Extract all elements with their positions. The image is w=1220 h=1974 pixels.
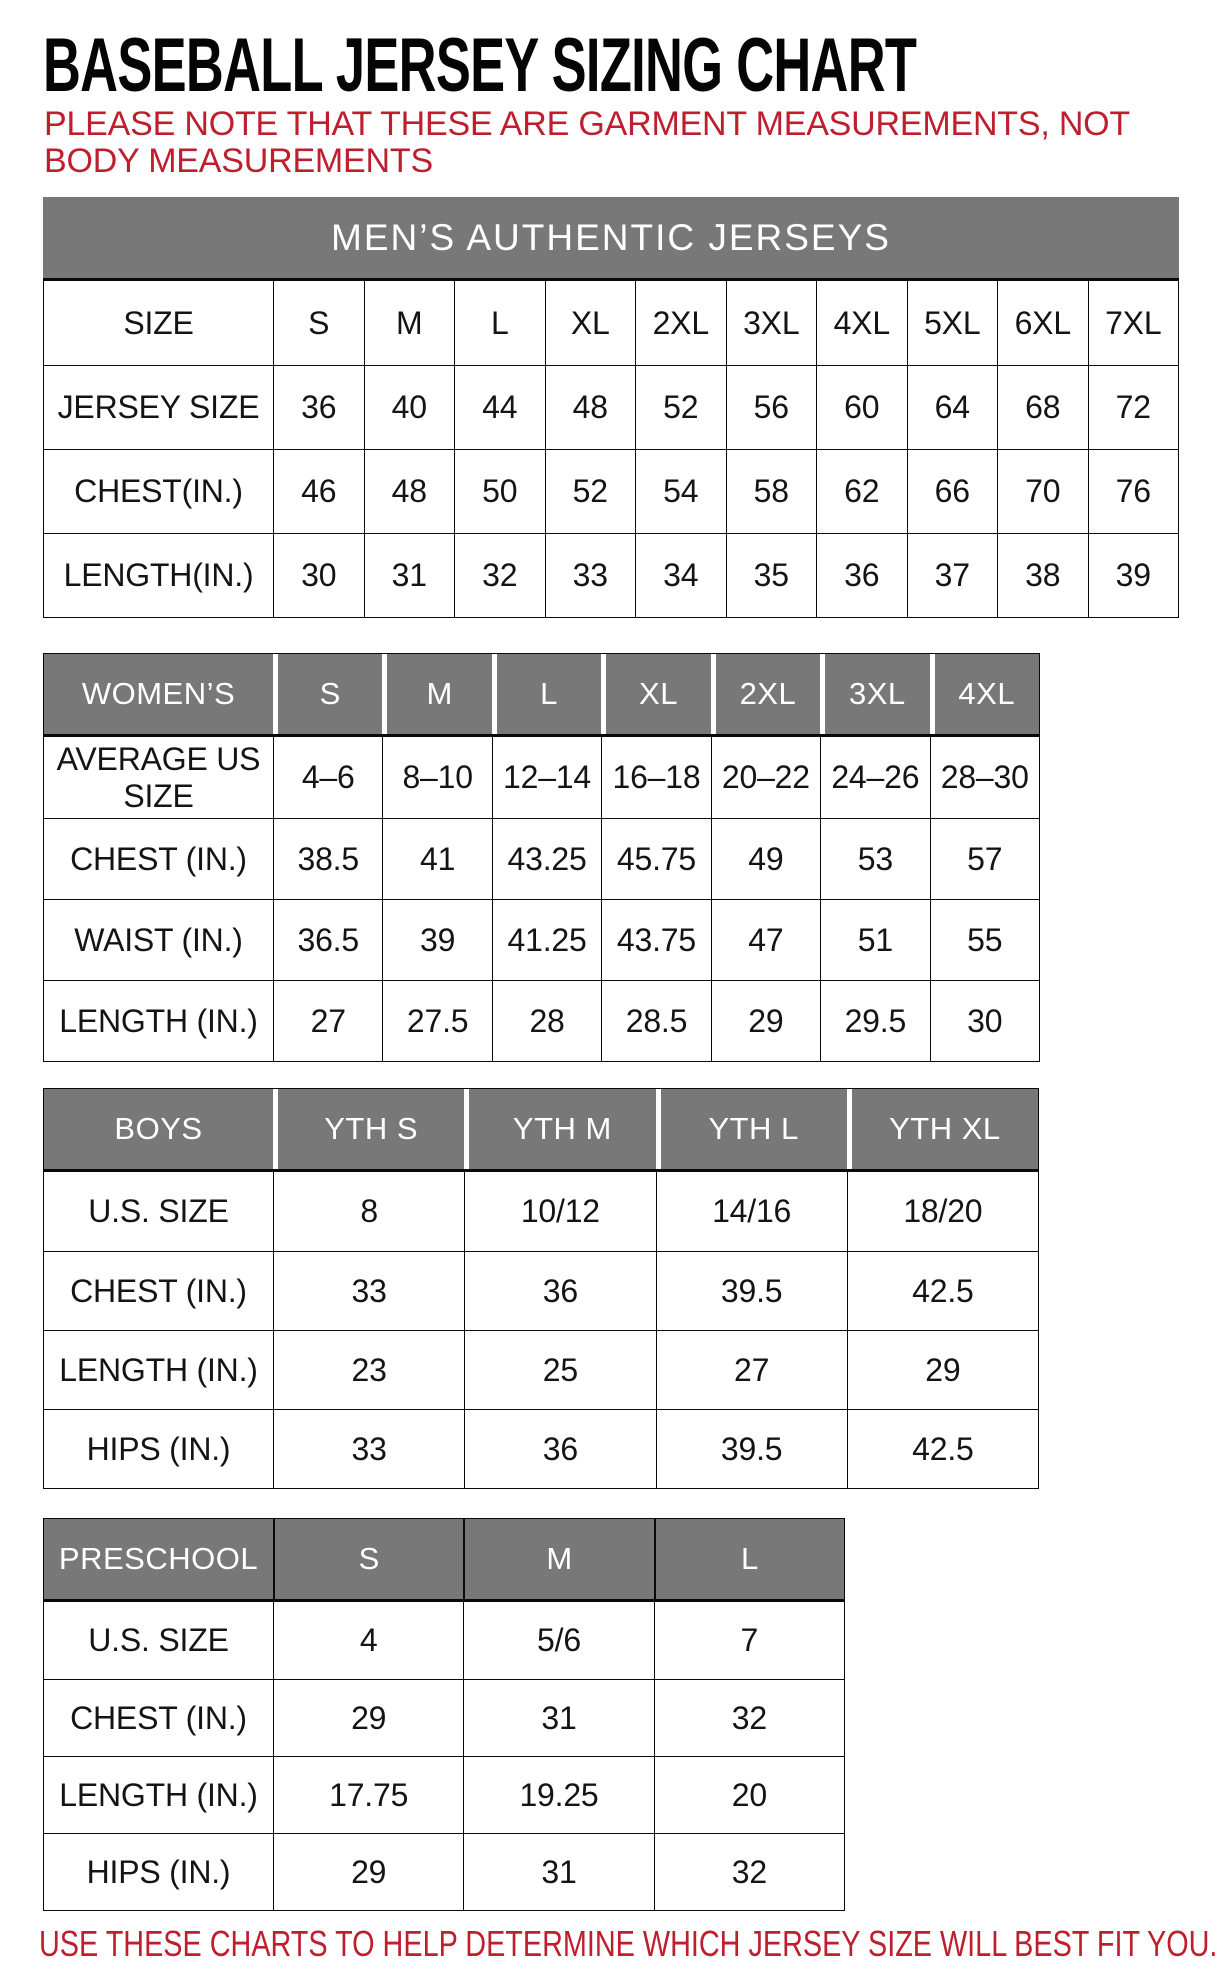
table-cell: 51 [820, 900, 929, 980]
table-cell: 29.5 [820, 981, 929, 1061]
table-cell: 39 [1088, 534, 1179, 617]
table-row [44, 1251, 1038, 1330]
table-cell: 7 [654, 1602, 844, 1679]
mens-authentic-jerseys-table [43, 197, 1179, 618]
womens-table-body [43, 737, 1040, 1062]
table-cell: 48 [364, 450, 455, 533]
column-header: M [463, 1519, 653, 1599]
table-cell: 62 [816, 450, 907, 533]
table-cell: 36.5 [273, 900, 382, 980]
table-cell: 46 [273, 450, 364, 533]
column-header: XL [601, 654, 710, 734]
table-cell: 29 [847, 1331, 1038, 1409]
table-cell: 3XL [726, 281, 817, 365]
column-header: 3XL [820, 654, 929, 734]
table-cell: 28–30 [930, 737, 1039, 818]
womens-header-row [43, 653, 1040, 737]
table-cell: 28 [492, 981, 601, 1061]
table-cell: 38 [997, 534, 1088, 617]
table-cell: 32 [454, 534, 545, 617]
table-cell: 42.5 [847, 1252, 1038, 1330]
table-cell: 19.25 [463, 1757, 653, 1833]
mens-table-header [43, 197, 1179, 281]
boys-table-header [43, 1088, 1039, 1172]
table-cell: 38.5 [273, 819, 382, 899]
table-cell: 18/20 [847, 1172, 1038, 1251]
table-cell: 16–18 [601, 737, 710, 818]
table-row [44, 818, 1039, 899]
table-row [44, 1409, 1038, 1488]
table-row [44, 1602, 844, 1679]
row-label: LENGTH(IN.) [63, 557, 254, 594]
table-cell: 48 [545, 366, 636, 449]
table-cell: 36 [816, 534, 907, 617]
table-row [44, 737, 1039, 818]
column-header: L [654, 1519, 844, 1599]
table-cell: 29 [711, 981, 820, 1061]
table-cell: 30 [930, 981, 1039, 1061]
table-cell: 5/6 [463, 1602, 653, 1679]
column-header: YTH M [464, 1089, 655, 1169]
table-cell: 49 [711, 819, 820, 899]
row-label: CHEST(IN.) [74, 473, 243, 510]
table-row [44, 1172, 1038, 1251]
preschool-table-header [43, 1518, 845, 1602]
table-cell: 27 [656, 1331, 847, 1409]
table-cell: 25 [464, 1331, 655, 1409]
table-cell: 29 [273, 1834, 463, 1910]
table-cell: 54 [635, 450, 726, 533]
row-label: LENGTH (IN.) [59, 1776, 258, 1813]
row-label: CHEST (IN.) [70, 840, 247, 877]
table-cell: XL [545, 281, 636, 365]
table-cell: 31 [364, 534, 455, 617]
table-row [44, 1756, 844, 1833]
table-cell: 72 [1088, 366, 1179, 449]
table-cell: 8 [273, 1172, 464, 1251]
boys-sizing-table [43, 1088, 1039, 1489]
table-cell: 57 [930, 819, 1039, 899]
table-cell: 20–22 [711, 737, 820, 818]
table-cell: L [454, 281, 545, 365]
table-cell: 6XL [997, 281, 1088, 365]
table-cell: 40 [364, 366, 455, 449]
table-cell: 32 [654, 1834, 844, 1910]
table-cell: 43.75 [601, 900, 710, 980]
womens-sizing-table [43, 653, 1040, 1062]
table-cell: 68 [997, 366, 1088, 449]
row-label: CHEST (IN.) [70, 1272, 247, 1309]
table-cell: 47 [711, 900, 820, 980]
table-row [44, 980, 1039, 1061]
table-cell: 10/12 [464, 1172, 655, 1251]
column-header: L [492, 654, 601, 734]
boys-header-row [43, 1088, 1039, 1172]
row-label: AVERAGE US SIZE [56, 740, 261, 814]
table-cell: 31 [463, 1834, 653, 1910]
table-cell: 44 [454, 366, 545, 449]
table-cell: 70 [997, 450, 1088, 533]
table-cell: 23 [273, 1331, 464, 1409]
boys-table-body [43, 1172, 1039, 1489]
table-cell: 56 [726, 366, 817, 449]
fit-advice-note: USE THESE CHARTS TO HELP DETERMINE WHICH JERSEY SIZE WILL BEST FIT YOU. [39, 1923, 1218, 1964]
table-cell: 52 [635, 366, 726, 449]
table-cell: 41.25 [492, 900, 601, 980]
table-cell: 4 [273, 1602, 463, 1679]
row-label: HIPS (IN.) [86, 1853, 231, 1890]
row-label: HIPS (IN.) [86, 1430, 231, 1467]
page-title: BASEBALL JERSEY SIZING CHART [43, 23, 917, 108]
table-cell: 41 [382, 819, 491, 899]
table-cell: 34 [635, 534, 726, 617]
row-label: U.S. SIZE [88, 1193, 229, 1230]
table-cell: 33 [545, 534, 636, 617]
table-cell: 36 [464, 1252, 655, 1330]
row-label: LENGTH (IN.) [59, 1351, 258, 1388]
table-cell: 36 [464, 1410, 655, 1488]
table-cell: 17.75 [273, 1757, 463, 1833]
row-label: CHEST (IN.) [70, 1699, 247, 1736]
table-cell: 58 [726, 450, 817, 533]
table-cell: S [273, 281, 364, 365]
table-cell: 55 [930, 900, 1039, 980]
table-cell: 35 [726, 534, 817, 617]
table-cell: 4XL [816, 281, 907, 365]
table-cell: 32 [654, 1680, 844, 1756]
table-cell: 43.25 [492, 819, 601, 899]
table-cell: 66 [907, 450, 998, 533]
table-row [44, 365, 1178, 449]
column-group-label: WOMEN’S [44, 654, 273, 734]
table-cell: 45.75 [601, 819, 710, 899]
row-label: U.S. SIZE [88, 1622, 229, 1659]
table-cell: 36 [273, 366, 364, 449]
table-cell: 7XL [1088, 281, 1179, 365]
table-cell: 76 [1088, 450, 1179, 533]
column-header: YTH XL [847, 1089, 1038, 1169]
preschool-sizing-table [43, 1518, 845, 1911]
row-label: SIZE [123, 304, 194, 341]
column-header: YTH S [273, 1089, 464, 1169]
table-cell: 4–6 [273, 737, 382, 818]
table-cell: 29 [273, 1680, 463, 1756]
table-cell: 52 [545, 450, 636, 533]
table-cell: 27.5 [382, 981, 491, 1061]
table-cell: 2XL [635, 281, 726, 365]
table-cell: 27 [273, 981, 382, 1061]
table-cell: 39.5 [656, 1252, 847, 1330]
row-label: JERSEY SIZE [57, 389, 260, 426]
column-header: 2XL [711, 654, 820, 734]
garment-measurements-note: PLEASE NOTE THAT THESE ARE GARMENT MEASUREMENTS, NOT BODY MEASUREMENTS [44, 105, 1130, 180]
table-row [44, 281, 1178, 365]
table-row [44, 1679, 844, 1756]
table-cell: 39 [382, 900, 491, 980]
column-header: YTH L [656, 1089, 847, 1169]
table-row [44, 449, 1178, 533]
column-header: S [273, 1519, 463, 1599]
table-cell: 14/16 [656, 1172, 847, 1251]
preschool-table-body [43, 1602, 845, 1911]
table-cell: 31 [463, 1680, 653, 1756]
table-cell: 33 [273, 1252, 464, 1330]
table-cell: 28.5 [601, 981, 710, 1061]
womens-table-header [43, 653, 1040, 737]
row-label: WAIST (IN.) [74, 921, 243, 958]
table-cell: M [364, 281, 455, 365]
column-group-label: PRESCHOOL [44, 1519, 273, 1599]
banner-label: MEN’S AUTHENTIC JERSEYS [331, 216, 891, 258]
column-header: 4XL [930, 654, 1039, 734]
table-row [44, 1833, 844, 1910]
table-cell: 8–10 [382, 737, 491, 818]
table-row [44, 899, 1039, 980]
table-cell: 50 [454, 450, 545, 533]
table-cell: 53 [820, 819, 929, 899]
row-label: LENGTH (IN.) [59, 1002, 258, 1039]
table-cell: 20 [654, 1757, 844, 1833]
table-cell: 42.5 [847, 1410, 1038, 1488]
table-cell: 30 [273, 534, 364, 617]
table-cell: 12–14 [492, 737, 601, 818]
column-header: S [273, 654, 382, 734]
table-row [44, 1330, 1038, 1409]
table-cell: 33 [273, 1410, 464, 1488]
table-cell: 39.5 [656, 1410, 847, 1488]
column-group-label: BOYS [44, 1089, 273, 1169]
table-cell: 24–26 [820, 737, 929, 818]
preschool-header-row [43, 1518, 845, 1602]
mens-banner [43, 197, 1179, 281]
table-row [44, 533, 1178, 617]
mens-table-body [43, 281, 1179, 618]
table-cell: 60 [816, 366, 907, 449]
column-header: M [382, 654, 491, 734]
table-cell: 5XL [907, 281, 998, 365]
table-cell: 64 [907, 366, 998, 449]
table-cell: 37 [907, 534, 998, 617]
